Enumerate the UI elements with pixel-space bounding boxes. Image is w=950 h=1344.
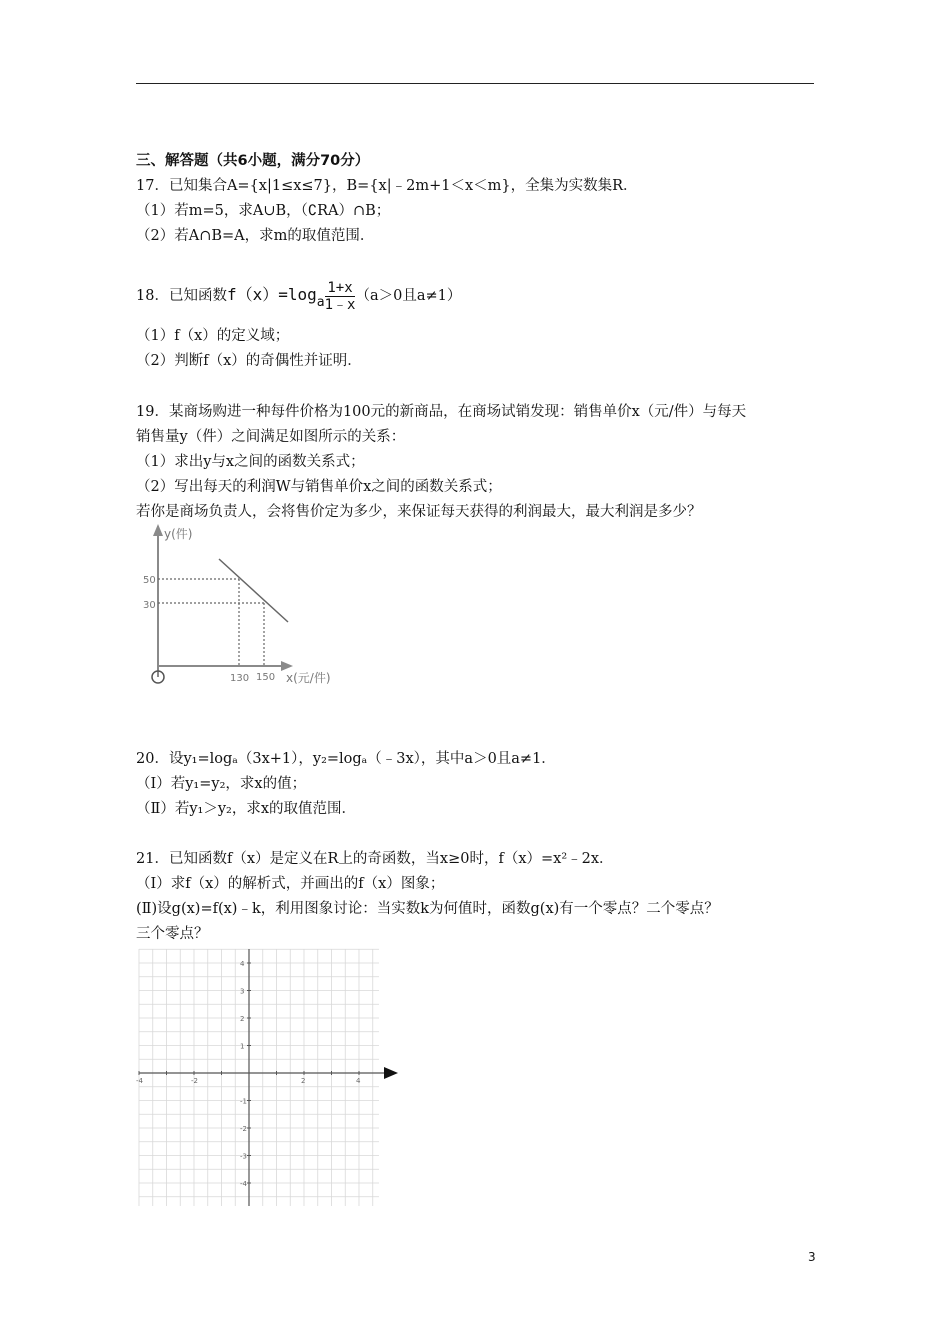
q19-x-arrow [281, 661, 293, 671]
q17-part2: （2）若A∩B=A，求m的取值范围． [136, 228, 375, 244]
q19-part2: （2）写出每天的利润W与销售单价x之间的函数关系式； [136, 479, 502, 495]
q19-chart [140, 522, 360, 692]
q19-stem-2: 销售量y（件）之间满足如图所示的关系： [136, 429, 406, 445]
q18-formula-left: f（x）=log [226, 285, 317, 304]
section-title: 三、解答题（共6小题，满分70分） [136, 153, 370, 169]
y-tick-label: 3 [240, 987, 245, 996]
y-tick-label: -1 [240, 1097, 247, 1106]
y-tick-label: 2 [240, 1015, 245, 1023]
q19-data-line [219, 559, 288, 622]
q19-ylabel: y(件) [164, 527, 193, 541]
x-tick-label: -4 [136, 1077, 143, 1085]
q19-xtick-130: 130 [230, 673, 250, 684]
q21-x-arrow [384, 1067, 398, 1079]
q21-part1: （Ⅰ）求f（x）的解析式，并画出的f（x）图象； [136, 876, 445, 892]
q19-ytick-30: 30 [143, 600, 156, 611]
q18-stem [136, 278, 461, 320]
q19-xlabel: x(元/件) [286, 671, 331, 685]
q18-formula-base: a [316, 295, 325, 310]
page-number: 3 [808, 1250, 816, 1264]
q18-part1: （1）f（x）的定义域； [136, 328, 290, 344]
q18-frac-num: 1+x [325, 280, 356, 297]
q18-frac-den: 1﹣x [324, 296, 356, 313]
y-tick-label: -3 [240, 1152, 247, 1161]
q19-part3: 若你是商场负责人，会将售价定为多少，来保证每天获得的利润最大，最大利润是多少？ [136, 504, 702, 520]
y-tick-label: -4 [240, 1180, 247, 1188]
q17-stem: 17．已知集合A={x|1≤x≤7}，B={x|﹣2m+1＜x＜m}，全集为实数集R． [136, 178, 638, 194]
q18-suffix: （a＞0且a≠1） [355, 288, 462, 304]
q21-stem: 21．已知函数f（x）是定义在R上的奇函数，当x≥0时，f（x）=x²﹣2x． [136, 851, 614, 867]
q20-part2: （Ⅱ）若y₁＞y₂，求x的取值范围． [136, 801, 357, 817]
q21-part2-cont: 三个零点？ [136, 926, 209, 942]
q20-stem: 20．设y₁=logₐ（3x+1），y₂=logₐ（﹣3x），其中a＞0且a≠1． [136, 751, 556, 767]
q19-part1: （1）求出y与x之间的函数关系式； [136, 454, 365, 470]
q17-part1: （1）若m=5，求A∪B，（∁RA）∩B； [136, 203, 391, 219]
x-tick-label: 4 [356, 1077, 361, 1085]
q19-y-arrow [153, 524, 163, 536]
q18-part2: （2）判断f（x）的奇偶性并证明． [136, 353, 362, 369]
q19-stem-1: 19．某商场购进一种每件价格为100元的新商品，在商场试销发现：销售单价x（元/件）与每天 [136, 404, 747, 420]
y-tick-label: 4 [240, 960, 245, 968]
q20-part1: （Ⅰ）若y₁=y₂，求x的值； [136, 776, 307, 792]
header-rule [136, 83, 814, 84]
y-tick-label: -2 [240, 1125, 247, 1133]
q21-part2: (Ⅱ)设g(x)=f(x)﹣k，利用图象讨论：当实数k为何值时，函数g(x)有一个零点？二个零点？ [136, 901, 719, 917]
q19-ytick-50: 50 [143, 575, 156, 586]
q21-grid-lines [139, 949, 379, 1206]
q21-grid-chart [134, 944, 404, 1209]
x-tick-label: -2 [191, 1077, 198, 1085]
y-tick-label: 1 [240, 1042, 245, 1051]
q18-fraction [325, 280, 356, 313]
x-tick-label: 2 [301, 1077, 306, 1085]
q18-prefix: 18．已知函数 [136, 288, 227, 304]
q19-xtick-150: 150 [256, 672, 276, 683]
